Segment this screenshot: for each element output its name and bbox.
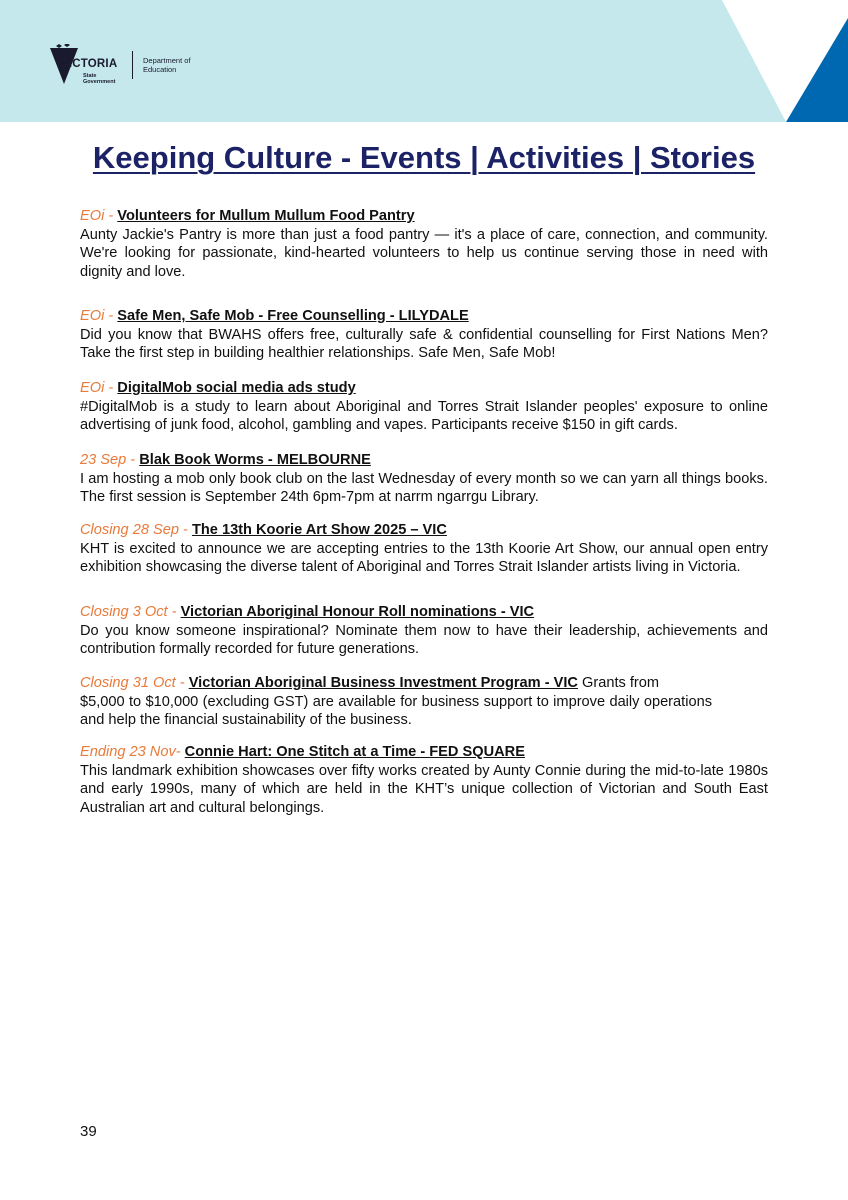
entry-tag: Closing 31 Oct - (80, 675, 189, 691)
entry-tag: EOi - (80, 380, 118, 396)
entry-body: Do you know someone inspirational? Nominate them now to have their leadership, achievements and contribution formally recorded for future generations. (80, 622, 768, 657)
entry-tag: Closing 28 Sep - (80, 522, 192, 538)
entry-title-link[interactable]: Victorian Aboriginal Business Investment Program - VIC (188, 675, 578, 691)
logo-victoria-text: VICTORIA (61, 58, 118, 70)
entry-body: Did you know that BWAHS offers free, culturally safe & confidential counselling for First Nations Men? Take the first step in building healthier relationships. Safe Men, Safe Mob! (80, 326, 768, 361)
page-title: Keeping Culture - Events | Activities | Stories (92, 140, 756, 175)
entry-title-link[interactable]: The 13th Koorie Art Show 2025 – VIC (191, 522, 447, 538)
entry-blak-book-worms (80, 451, 768, 507)
department-name: Department of Education (143, 56, 191, 74)
entry-tag: EOi - (80, 208, 118, 224)
entry-title-link[interactable]: Blak Book Worms - MELBOURNE (139, 452, 371, 468)
victoria-government-logo (50, 44, 203, 86)
entry-inline-lead: Grants from (577, 675, 660, 691)
entry-tag: Ending 23 Nov- (80, 744, 185, 760)
entry-tag: EOi - (80, 308, 118, 324)
entry-title-link[interactable]: Connie Hart: One Stitch at a Time - FED SQUARE (184, 744, 525, 760)
logo-divider (132, 51, 133, 79)
entry-digitalmob (80, 379, 768, 435)
entry-food-pantry (80, 207, 768, 281)
entry-connie-hart (80, 743, 768, 817)
entry-body: Aunty Jackie's Pantry is more than just a food pantry — it's a place of care, connection, and community. We're looking for passionate, kind-hearted volunteers to help us continue serving those in need with dignity and love. (80, 226, 768, 280)
entry-body: KHT is excited to announce we are accepting entries to the 13th Koorie Art Show, our annual open entry exhibition showcasing the diverse talent of Aboriginal and Torres Strait Islander artists living in Victoria. (80, 540, 768, 575)
entry-safe-men (80, 307, 768, 363)
entry-title-link[interactable]: DigitalMob social media ads study (117, 380, 356, 396)
page-number: 39 (80, 1123, 97, 1140)
logo-state-government-text: State Government (83, 73, 116, 85)
entry-title-link[interactable]: Safe Men, Safe Mob - Free Counselling - LILYDALE (117, 308, 469, 324)
entry-tag: 23 Sep - (80, 452, 140, 468)
entry-body: #DigitalMob is a study to learn about Aboriginal and Torres Strait Islander peoples' exposure to online advertising of junk food, alcohol, gambling and vapes. Participants receive $150 in gift cards. (80, 398, 768, 433)
entry-koorie-art-show (80, 521, 768, 577)
header-decoration (700, 0, 848, 122)
entry-title-link[interactable]: Volunteers for Mullum Mullum Food Pantry (117, 208, 415, 224)
entry-body: This landmark exhibition showcases over fifty works created by Aunty Connie during the mid-to-late 1980s and early 1990s, many of which are held in the KHT’s unique collection of Victorian and South East Australian art and cultural belongings. (80, 762, 768, 816)
entry-honour-roll (80, 603, 768, 659)
entry-tag: Closing 3 Oct - (80, 604, 181, 620)
entry-body: I am hosting a mob only book club on the last Wednesday of every month so we can yarn all things books. The first session is September 24th 6pm-7pm at narrm ngarrgu Library. (80, 470, 768, 505)
entry-body: $5,000 to $10,000 (excluding GST) are available for business support to improve daily operations and help the financial sustainability of the business. (80, 693, 712, 728)
victoria-logo-mark (50, 44, 124, 86)
entry-title-link[interactable]: Victorian Aboriginal Honour Roll nominations - VIC (180, 604, 535, 620)
entry-business-investment (80, 674, 712, 730)
